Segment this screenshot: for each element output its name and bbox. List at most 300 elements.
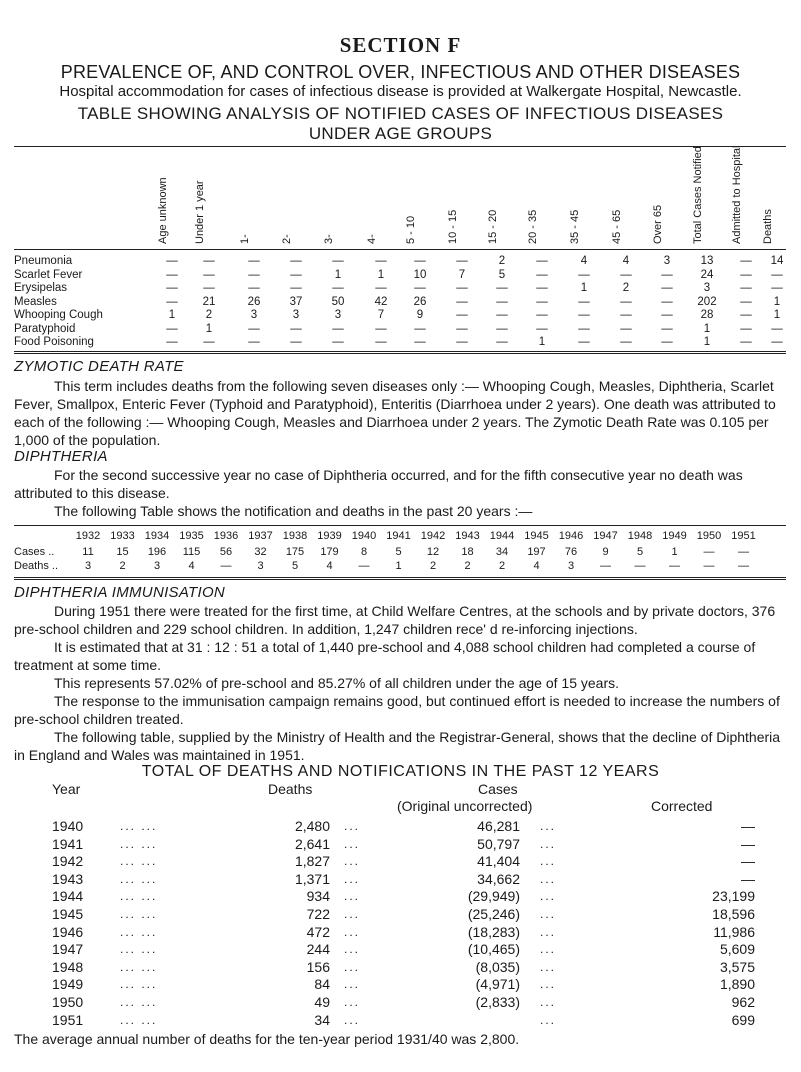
years-table-cell: 9 xyxy=(602,546,609,558)
leader-dots: ... xyxy=(344,854,361,869)
age-table-cell: — xyxy=(740,255,752,267)
age-table-cell: — xyxy=(332,282,344,294)
years-table-cell: 5 xyxy=(636,546,644,558)
year-header: 1938 xyxy=(282,530,308,542)
totals-original-cases: (25,246) xyxy=(467,906,520,922)
age-table-cell: — xyxy=(332,255,344,267)
diphtheria-paragraph-2: The following Table shows the notification and deaths in the past 20 years :— xyxy=(54,503,533,519)
age-table-cell: 21 xyxy=(202,295,216,308)
page-title: PREVALENCE OF, AND CONTROL OVER, INFECTIOUS AND OTHER DISEASES xyxy=(60,62,741,82)
age-table-cell: — xyxy=(375,322,387,335)
years-table-cell: 3 xyxy=(257,560,264,572)
totals-corrected-cases: 5,609 xyxy=(719,941,755,958)
age-table-cell: — xyxy=(496,282,508,294)
totals-deaths: 84 xyxy=(314,976,330,993)
years-table-cell: — xyxy=(738,546,749,558)
year-header: 1941 xyxy=(386,530,411,542)
age-table-cell: 2 xyxy=(622,282,630,294)
years-table-cell: — xyxy=(600,560,611,572)
years-table-bottom-rule xyxy=(14,577,786,580)
age-table-cell: 1 xyxy=(773,295,781,308)
age-table-cell: 7 xyxy=(377,309,385,321)
totals-title: TOTAL OF DEATHS AND NOTIFICATIONS IN THE PAST 12 YEARS xyxy=(141,763,660,780)
totals-deaths: 934 xyxy=(306,888,330,905)
leader-dots: ... ... xyxy=(120,959,158,974)
year-header: 1940 xyxy=(351,530,377,542)
totals-original-cases: 41,404 xyxy=(477,853,520,870)
age-table-cell: — xyxy=(661,309,673,321)
age-table-cell: — xyxy=(375,336,387,348)
table-title: TABLE SHOWING ANALYSIS OF NOTIFIED CASES OF INFECTIOUS DISEASES xyxy=(77,104,724,123)
leader-dots: ... xyxy=(344,995,361,1009)
age-table-cell: — xyxy=(290,268,302,281)
age-table-cell: — xyxy=(661,268,673,281)
age-table-cell: 1 xyxy=(377,268,385,281)
age-table-cell: — xyxy=(740,295,752,308)
age-table-cell: 1 xyxy=(773,309,781,321)
age-table-cell: — xyxy=(620,309,632,321)
year-header: 1950 xyxy=(696,530,722,542)
totals-original-cases: 46,281 xyxy=(477,818,520,834)
totals-header-year: Year xyxy=(52,781,81,797)
age-table-cell: 14 xyxy=(770,255,784,267)
age-table-cell: — xyxy=(536,322,548,335)
year-header: 1946 xyxy=(558,530,584,542)
age-row-label: Pneumonia xyxy=(14,255,73,267)
totals-corrected-cases: — xyxy=(741,853,755,870)
table-header-rule xyxy=(14,249,786,250)
age-table-cell: — xyxy=(620,322,632,335)
leader-dots: ... xyxy=(540,995,557,1009)
age-column-header: 15 - 20 xyxy=(487,209,499,244)
totals-year: 1950 xyxy=(52,994,84,1010)
totals-year: 1947 xyxy=(52,941,84,958)
year-header: 1932 xyxy=(75,530,101,542)
totals-original-cases: (18,283) xyxy=(467,923,520,940)
age-table-cell: — xyxy=(496,336,508,348)
years-table-cell: — xyxy=(220,560,232,572)
age-table-cell: 3 xyxy=(250,309,258,321)
age-table-cell: — xyxy=(456,282,468,294)
totals-corrected-cases: 23,199 xyxy=(712,888,755,905)
diphtheria-paragraph-1: For the second successive year no case of Diphtheria occurred, and for the fifth consecutive year no death was attributed to this disease. xyxy=(14,467,743,501)
age-table-cell: — xyxy=(740,322,752,335)
years-table-cell: 1 xyxy=(671,546,678,558)
year-header: 1933 xyxy=(110,530,135,542)
age-table-cell: — xyxy=(578,309,590,321)
totals-corrected-cases: 1,890 xyxy=(719,976,755,993)
age-table-cell: — xyxy=(578,295,590,308)
totals-original-cases: (29,949) xyxy=(467,888,520,905)
age-table-cell: 1 xyxy=(703,336,711,348)
age-table-cell: — xyxy=(456,295,468,308)
immunisation-paragraph-1: During 1951 there were treated for the first time, at Child Welfare Centres, at the schools and by private doctors, 376 pre-school children and 229 school children. In addition, 1,247 children rece' d re-inforcing injections. xyxy=(14,603,776,637)
year-header: 1948 xyxy=(627,530,653,542)
age-table-cell: — xyxy=(375,282,387,294)
age-table-cell: — xyxy=(661,322,673,335)
age-table-cell: — xyxy=(414,336,426,348)
age-table-cell: — xyxy=(166,282,178,294)
year-header: 1936 xyxy=(213,530,239,542)
age-column-header: Total Cases Notified xyxy=(692,146,704,244)
totals-corrected-cases: — xyxy=(741,870,755,887)
leader-dots: ... xyxy=(344,889,361,904)
age-column-header: 4- xyxy=(366,234,378,244)
age-table-cell: 1 xyxy=(538,336,546,348)
years-table-cell: 32 xyxy=(254,546,267,558)
age-table-cell: — xyxy=(290,255,302,267)
age-table-cell: 10 xyxy=(413,268,427,281)
leader-dots: ... xyxy=(344,819,361,833)
totals-year: 1951 xyxy=(52,1011,84,1028)
totals-deaths: 49 xyxy=(314,994,330,1010)
totals-year: 1944 xyxy=(52,888,84,905)
years-table-cell: 3 xyxy=(567,560,575,572)
leader-dots: ... ... xyxy=(120,854,158,869)
age-table-cell: — xyxy=(248,336,260,348)
age-table-cell: — xyxy=(536,309,548,321)
age-table-cell: 3 xyxy=(663,255,671,267)
years-table-cell: — xyxy=(669,560,680,572)
age-table-cell: — xyxy=(456,322,468,335)
age-table-cell: — xyxy=(414,282,426,294)
leader-dots: ... xyxy=(344,942,361,957)
age-table-cell: 37 xyxy=(289,295,303,308)
totals-year: 1943 xyxy=(52,870,84,887)
age-table-cell: — xyxy=(536,255,548,267)
years-table-cell: — xyxy=(738,560,749,572)
age-row-label: Erysipelas xyxy=(14,282,68,294)
age-column-header: Admitted to Hospital xyxy=(731,145,743,244)
years-table-cell: 5 xyxy=(291,560,299,572)
years-table-cell: 2 xyxy=(119,560,126,572)
age-column-header: 1- xyxy=(239,234,251,244)
totals-original-cases: (10,465) xyxy=(467,941,520,958)
totals-original-cases: 50,797 xyxy=(477,835,520,852)
age-column-header: 2- xyxy=(281,234,293,244)
totals-corrected-cases: 18,596 xyxy=(712,906,755,922)
leader-dots: ... xyxy=(540,924,557,939)
zymotic-heading: ZYMOTIC DEATH RATE xyxy=(14,358,184,375)
age-column-header: 10 - 15 xyxy=(447,209,459,244)
age-table-cell: 50 xyxy=(331,295,345,308)
age-table-cell: 42 xyxy=(374,295,388,308)
age-table-cell: — xyxy=(166,322,178,335)
age-table-cell: — xyxy=(536,295,548,308)
age-column-header: 5 - 10 xyxy=(405,215,417,244)
hospital-note: Hospital accommodation for cases of infectious disease is provided at Walkergate Hospital, Newcastle. xyxy=(59,83,742,100)
totals-year: 1942 xyxy=(52,853,84,870)
years-table-cell: 1 xyxy=(395,560,402,572)
table-bottom-rule xyxy=(14,351,786,354)
years-table-cell: 4 xyxy=(326,560,333,572)
age-table-cell: — xyxy=(203,336,215,348)
age-table-cell: 1 xyxy=(703,322,711,335)
immunisation-paragraph-2: It is estimated that at 31 : 12 : 51 a total of 1,440 pre-school and 4,088 school children had completed a course of treatment at some time. xyxy=(14,639,756,673)
age-table-cell: — xyxy=(578,336,590,348)
age-table-cell: 9 xyxy=(416,309,424,321)
leader-dots: ... xyxy=(540,819,557,833)
age-column-header: Deaths xyxy=(762,209,774,244)
leader-dots: ... ... xyxy=(120,1012,158,1027)
age-table-cell: — xyxy=(456,309,468,321)
age-table-cell: — xyxy=(203,268,215,281)
table-top-rule xyxy=(14,146,786,147)
age-row-label: Paratyphoid xyxy=(14,322,76,335)
years-table-cell: 196 xyxy=(147,546,167,558)
years-table-cell: 76 xyxy=(564,546,578,558)
age-table-cell: — xyxy=(166,255,178,267)
years-table-cell: 11 xyxy=(82,546,94,558)
age-table-cell: — xyxy=(203,282,215,294)
age-table-cell: — xyxy=(290,322,302,335)
totals-deaths: 2,480 xyxy=(294,818,330,834)
leader-dots: ... xyxy=(540,942,557,957)
totals-footer: The average annual number of deaths for the ten-year period 1931/40 was 2,800. xyxy=(14,1031,520,1047)
years-row-label: Cases .. xyxy=(14,546,55,558)
totals-corrected-cases: 962 xyxy=(731,994,755,1010)
years-table-cell: 2 xyxy=(464,560,471,572)
years-table-cell: 179 xyxy=(320,546,339,558)
age-table-cell: — xyxy=(375,255,387,267)
age-table-cell: — xyxy=(578,268,590,281)
leader-dots: ... xyxy=(540,977,557,992)
age-column-header: Age unknown xyxy=(157,177,169,244)
years-table-cell: 115 xyxy=(182,546,201,558)
immunisation-paragraph-4: The response to the immunisation campaign remains good, but continued effort is needed to increase the numbers of pre-school children treated. xyxy=(14,693,780,727)
years-table-cell: 3 xyxy=(84,560,92,572)
age-table-cell: — xyxy=(166,268,178,281)
age-column-header: Over 65 xyxy=(652,204,664,244)
years-table-cell: 15 xyxy=(116,546,129,558)
age-table-cell: — xyxy=(414,255,426,267)
age-table-cell: — xyxy=(248,268,260,281)
years-table-cell: 4 xyxy=(188,560,195,572)
years-table-top-rule xyxy=(14,525,786,526)
years-table-cell: 2 xyxy=(429,560,437,572)
age-table-cell: — xyxy=(771,268,783,281)
year-header: 1944 xyxy=(489,530,515,542)
age-table-cell: — xyxy=(248,322,260,335)
age-table-cell: — xyxy=(536,282,548,294)
age-table-cell: 3 xyxy=(703,282,711,294)
totals-header-cases: Cases xyxy=(478,781,518,797)
totals-original-cases: 34,662 xyxy=(477,870,520,887)
age-table-cell: 4 xyxy=(622,255,630,267)
age-table-cell: — xyxy=(740,282,752,294)
totals-original-cases: (4,971) xyxy=(475,976,520,993)
years-table-cell: 18 xyxy=(461,546,474,558)
years-table-cell: 4 xyxy=(533,560,540,572)
years-table-cell: 5 xyxy=(395,546,402,558)
age-table-cell: 2 xyxy=(498,255,506,267)
years-table-cell: — xyxy=(634,560,646,572)
diphtheria-heading: DIPHTHERIA xyxy=(14,448,108,465)
leader-dots: ... ... xyxy=(120,924,158,939)
leader-dots: ... xyxy=(540,959,557,974)
age-table-cell: 1 xyxy=(168,309,176,321)
leader-dots: ... ... xyxy=(120,977,158,992)
years-table-cell: 12 xyxy=(426,546,440,558)
leader-dots: ... xyxy=(344,959,361,974)
totals-deaths: 472 xyxy=(306,923,330,940)
year-header: 1951 xyxy=(731,530,756,542)
age-table-cell: 5 xyxy=(498,268,506,281)
age-table-cell: — xyxy=(248,282,260,294)
leader-dots: ... xyxy=(344,977,361,992)
totals-year: 1945 xyxy=(52,906,84,922)
totals-deaths: 1,371 xyxy=(294,870,330,887)
leader-dots: ... ... xyxy=(120,871,158,886)
age-column-header: 35 - 45 xyxy=(569,209,581,244)
age-column-header: 45 - 65 xyxy=(611,209,623,244)
leader-dots: ... xyxy=(344,907,361,921)
age-table-cell: — xyxy=(496,322,508,335)
age-table-cell: 28 xyxy=(700,309,714,321)
leader-dots: ... xyxy=(344,871,361,886)
year-header: 1945 xyxy=(524,530,549,542)
age-table-cell: — xyxy=(620,336,632,348)
age-table-cell: — xyxy=(661,282,673,294)
totals-header-deaths: Deaths xyxy=(268,781,313,797)
years-table-cell: — xyxy=(703,560,715,572)
age-row-label: Measles xyxy=(14,295,57,308)
totals-year: 1940 xyxy=(52,818,84,834)
leader-dots: ... ... xyxy=(120,889,158,904)
age-table-cell: 1 xyxy=(334,268,342,281)
years-table-cell: 175 xyxy=(285,546,305,558)
age-table-cell: — xyxy=(290,336,302,348)
year-header: 1943 xyxy=(455,530,480,542)
age-table-cell: — xyxy=(771,336,783,348)
immunisation-heading: DIPHTHERIA IMMUNISATION xyxy=(14,584,226,601)
age-table-cell: — xyxy=(203,255,215,267)
years-table-cell: 2 xyxy=(498,560,506,572)
age-table-cell: — xyxy=(578,322,590,335)
totals-header-corrected: Corrected xyxy=(651,798,713,814)
leader-dots: ... ... xyxy=(120,819,158,833)
leader-dots: ... xyxy=(344,836,361,851)
year-header: 1939 xyxy=(317,530,342,542)
section-heading: SECTION F xyxy=(339,33,462,57)
age-table-cell: — xyxy=(248,255,260,267)
age-table-cell: — xyxy=(290,282,302,294)
year-header: 1949 xyxy=(662,530,687,542)
age-table-cell: 3 xyxy=(334,309,342,321)
age-table-cell: — xyxy=(620,268,632,281)
leader-dots: ... xyxy=(540,836,557,851)
age-table-cell: 202 xyxy=(697,295,717,308)
age-table-cell: — xyxy=(661,336,673,348)
age-table-cell: 1 xyxy=(580,282,588,294)
leader-dots: ... ... xyxy=(120,942,158,957)
totals-deaths: 2,641 xyxy=(294,835,330,852)
leader-dots: ... xyxy=(540,1012,557,1027)
leader-dots: ... xyxy=(344,924,361,939)
age-table-cell: 7 xyxy=(458,268,466,281)
age-table-cell: — xyxy=(740,336,752,348)
leader-dots: ... ... xyxy=(120,836,158,851)
totals-corrected-cases: 3,575 xyxy=(719,958,755,975)
age-table-cell: 2 xyxy=(205,309,213,321)
totals-deaths: 34 xyxy=(314,1011,330,1028)
totals-corrected-cases: 699 xyxy=(731,1011,755,1028)
leader-dots: ... xyxy=(344,1012,361,1027)
totals-original-cases: (2,833) xyxy=(475,994,520,1010)
age-table-cell: — xyxy=(740,309,752,321)
table-subtitle: UNDER AGE GROUPS xyxy=(308,124,493,143)
leader-dots: ... xyxy=(540,854,557,869)
age-table-cell: — xyxy=(456,336,468,348)
age-column-header: 20 - 35 xyxy=(527,209,539,244)
totals-deaths: 722 xyxy=(306,906,330,922)
year-header: 1934 xyxy=(144,530,170,542)
years-table-cell: 3 xyxy=(153,560,161,572)
totals-year: 1941 xyxy=(52,835,84,852)
age-table-cell: — xyxy=(771,282,783,294)
age-table-cell: 24 xyxy=(700,268,714,281)
totals-original-cases: (8,035) xyxy=(475,958,520,975)
year-header: 1937 xyxy=(248,530,273,542)
year-header: 1935 xyxy=(179,530,204,542)
age-table-cell: — xyxy=(414,322,426,335)
year-header: 1947 xyxy=(593,530,618,542)
leader-dots: ... xyxy=(540,871,557,886)
age-table-cell: — xyxy=(771,322,783,335)
years-table-cell: 8 xyxy=(360,546,368,558)
age-column-header: Under 1 year xyxy=(194,180,206,244)
totals-deaths: 244 xyxy=(306,941,330,958)
age-row-label: Food Poisoning xyxy=(14,336,94,348)
immunisation-paragraph-3: This represents 57.02% of pre-school and 85.27% of all children under the age of 15 years. xyxy=(54,675,620,691)
age-row-label: Whooping Cough xyxy=(14,309,103,321)
totals-year: 1946 xyxy=(52,923,84,940)
leader-dots: ... xyxy=(540,907,557,921)
years-table-cell: 197 xyxy=(527,546,546,558)
immunisation-paragraph-5: The following table, supplied by the Ministry of Health and the Registrar-General, shows that the decline of Diphtheria in England and Wales was maintained in 1951. xyxy=(14,729,781,763)
age-table-cell: 1 xyxy=(205,322,213,335)
age-table-cell: — xyxy=(332,322,344,335)
years-table-cell: 56 xyxy=(219,546,233,558)
age-table-cell: — xyxy=(456,255,468,267)
years-row-label: Deaths .. xyxy=(14,560,59,572)
age-column-header: 3- xyxy=(323,234,335,244)
years-table-cell: 34 xyxy=(495,546,509,558)
age-table-cell: — xyxy=(661,295,673,308)
totals-corrected-cases: 11,986 xyxy=(713,923,755,940)
age-table-cell: — xyxy=(740,268,752,281)
age-table-cell: 13 xyxy=(700,255,714,267)
age-table-cell: — xyxy=(496,295,508,308)
age-table-cell: — xyxy=(166,336,178,348)
totals-corrected-cases: — xyxy=(741,818,755,834)
leader-dots: ... ... xyxy=(120,907,158,921)
age-table-cell: — xyxy=(620,295,632,308)
totals-deaths: 156 xyxy=(306,958,330,975)
age-table-cell: 26 xyxy=(413,295,427,308)
age-table-cell: — xyxy=(332,336,344,348)
totals-corrected-cases: — xyxy=(741,835,755,852)
leader-dots: ... ... xyxy=(120,995,158,1009)
age-table-cell: — xyxy=(536,268,548,281)
age-table-cell: — xyxy=(166,295,178,308)
leader-dots: ... xyxy=(540,889,557,904)
years-table-cell: — xyxy=(703,546,715,558)
totals-deaths: 1,827 xyxy=(294,853,330,870)
age-table-cell: 4 xyxy=(580,255,588,267)
age-table-cell: 3 xyxy=(292,309,300,321)
year-header: 1942 xyxy=(420,530,446,542)
